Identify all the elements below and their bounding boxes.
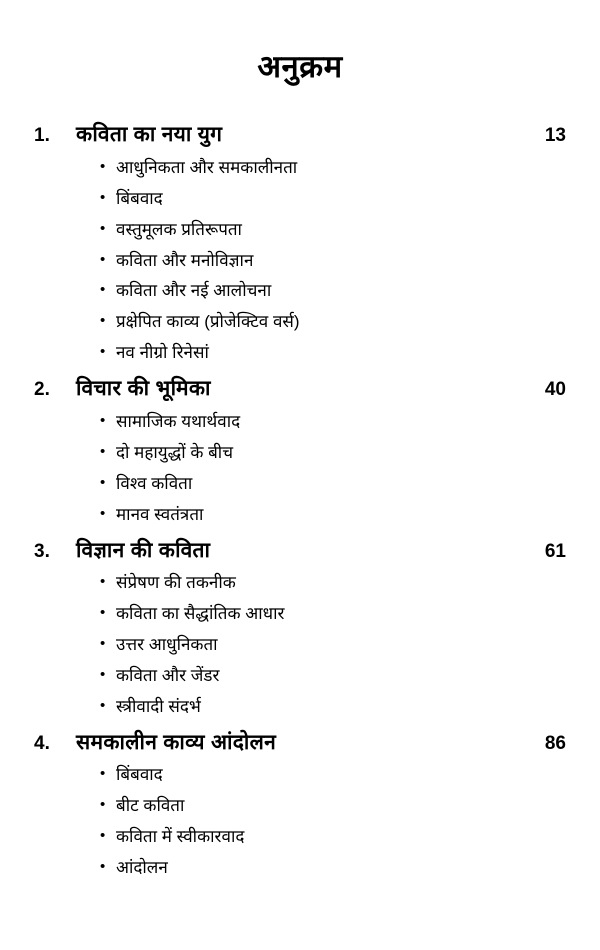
- chapter-number: 4.: [34, 732, 50, 754]
- bullet-icon: •: [100, 250, 106, 268]
- list-item[interactable]: [100, 692, 566, 723]
- bullet-icon: •: [100, 219, 106, 237]
- toc-page: [0, 48, 600, 950]
- page-title: अनुक्रम: [257, 49, 343, 84]
- list-item-label: बीट कविता: [116, 796, 185, 816]
- bullet-icon: •: [100, 696, 106, 714]
- bullet-icon: •: [100, 312, 106, 330]
- list-item-label: संप्रेषण की तकनीक: [116, 573, 236, 592]
- chapter-number: 2.: [34, 379, 50, 401]
- bullet-icon: •: [100, 765, 106, 783]
- bullet-icon: •: [100, 473, 106, 491]
- list-item[interactable]: [100, 853, 566, 884]
- chapter-heading[interactable]: [34, 373, 566, 405]
- chapter-page-number: 86: [544, 732, 566, 754]
- chapter-subitems: [34, 568, 566, 723]
- list-item[interactable]: [100, 438, 566, 469]
- chapter-number: 1.: [34, 125, 50, 147]
- list-item[interactable]: [100, 760, 566, 791]
- list-item-label: आंदोलन: [116, 858, 168, 877]
- chapter-heading[interactable]: [34, 727, 566, 759]
- bullet-icon: •: [100, 573, 106, 590]
- list-item-label: कविता में स्वीकारवाद: [116, 827, 245, 847]
- list-item[interactable]: [100, 791, 566, 822]
- bullet-icon: •: [100, 858, 106, 875]
- list-item[interactable]: [100, 630, 566, 661]
- chapter-page-number: 13: [544, 125, 566, 147]
- bullet-icon: •: [100, 796, 106, 814]
- list-item-label: आधुनिकता और समकालीनता: [116, 157, 298, 177]
- list-item[interactable]: [100, 469, 566, 500]
- list-item[interactable]: [100, 338, 566, 369]
- bullet-icon: •: [100, 281, 106, 299]
- list-item[interactable]: [100, 407, 566, 438]
- chapter-page-number: 40: [544, 379, 566, 401]
- table-of-contents: [34, 119, 566, 884]
- list-item[interactable]: [100, 153, 566, 184]
- list-item-label: कविता और मनोविज्ञान: [116, 250, 254, 270]
- list-item-label: वस्तुमूलक प्रतिरूपता: [116, 219, 242, 239]
- chapter-subitems: [34, 153, 566, 370]
- bullet-icon: •: [100, 634, 106, 652]
- bullet-icon: •: [100, 188, 106, 206]
- list-item[interactable]: [100, 184, 566, 215]
- chapter-page-number: 61: [544, 540, 566, 562]
- chapter-entry: [34, 727, 566, 884]
- chapter-title: समकालीन काव्य आंदोलन: [76, 730, 277, 754]
- list-item-label: कविता और नई आलोचना: [116, 281, 272, 301]
- list-item-label: प्रक्षेपित काव्य (प्रोजेक्टिव वर्स): [116, 312, 300, 332]
- chapter-heading[interactable]: [34, 535, 566, 567]
- bullet-icon: •: [100, 411, 106, 429]
- list-item-label: उत्तर आधुनिकता: [116, 634, 218, 654]
- chapter-entry: [34, 119, 566, 369]
- list-item[interactable]: [100, 215, 566, 246]
- list-item-label: नव नीग्रो रिनेसां: [116, 343, 209, 363]
- list-item-label: स्त्रीवादी संदर्भ: [116, 696, 201, 716]
- list-item-label: दो महायुद्धों के बीच: [116, 442, 234, 462]
- chapter-entry: [34, 373, 566, 530]
- list-item-label: बिंबवाद: [116, 765, 163, 785]
- list-item-label: मानव स्वतंत्रता: [116, 504, 204, 524]
- list-item-label: कविता और जेंडर: [116, 665, 220, 685]
- list-item[interactable]: [100, 822, 566, 853]
- list-item[interactable]: [100, 246, 566, 277]
- chapter-heading[interactable]: [34, 119, 566, 151]
- chapter-title: कविता का नया युग: [76, 123, 223, 147]
- chapter-title: विज्ञान की कविता: [76, 538, 211, 562]
- list-item-label: विश्व कविता: [116, 473, 193, 493]
- bullet-icon: •: [100, 442, 106, 460]
- bullet-icon: •: [100, 343, 106, 361]
- list-item[interactable]: [100, 500, 566, 531]
- list-item[interactable]: [100, 661, 566, 692]
- bullet-icon: •: [100, 827, 106, 845]
- list-item-label: बिंबवाद: [116, 188, 163, 208]
- bullet-icon: •: [100, 665, 106, 683]
- chapter-subitems: [34, 407, 566, 531]
- list-item-label: कविता का सैद्धांतिक आधार: [116, 603, 285, 623]
- chapter-subitems: [34, 760, 566, 884]
- chapter-title: विचार की भूमिका: [76, 377, 211, 401]
- list-item[interactable]: [100, 307, 566, 338]
- list-item[interactable]: [100, 568, 566, 599]
- chapter-number: 3.: [34, 540, 50, 562]
- list-item-label: सामाजिक यथार्थवाद: [116, 411, 241, 431]
- bullet-icon: •: [100, 157, 106, 175]
- chapter-entry: [34, 535, 566, 723]
- list-item[interactable]: [100, 276, 566, 307]
- bullet-icon: •: [100, 603, 106, 621]
- list-item[interactable]: [100, 599, 566, 630]
- bullet-icon: •: [100, 504, 106, 522]
